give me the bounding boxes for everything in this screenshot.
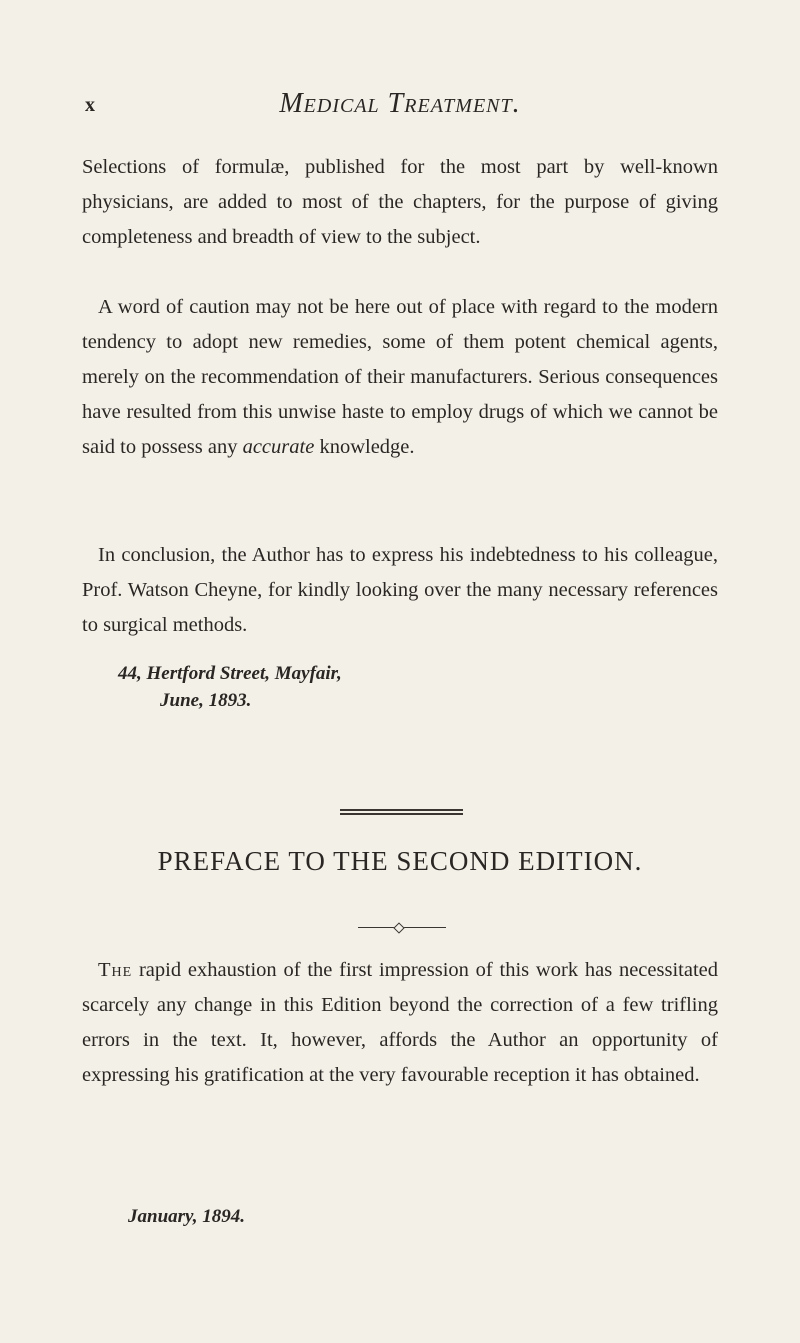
- diamond-icon: [393, 922, 404, 933]
- page-header: [0, 88, 800, 122]
- paragraph-text: In conclusion, the Author has to express his indebtedness to his colleague, Prof. Watson Cheyne, for kindly looking over the many necessary references to surgical methods.: [82, 544, 718, 636]
- preface-heading: PREFACE TO THE SECOND EDITION.: [157, 846, 643, 876]
- paragraph-text-after: knowledge.: [314, 436, 415, 458]
- running-head: Medical Treatment.: [279, 88, 521, 119]
- emphasis-accurate: accurate: [242, 436, 315, 458]
- page-number: x: [85, 94, 95, 116]
- preface-first-word: The: [98, 959, 133, 981]
- preface-date: January, 1894.: [128, 1206, 246, 1227]
- ornament-divider: [358, 924, 446, 930]
- preface-text: rapid exhaustion of the first impression of this work has necessitated scarcely any change in this Edition beyond the correction of a few trifling errors in the text. It, however, affords the Author an opportunity of expressing his gratification at the very favourable reception it has obtained.: [82, 959, 718, 1086]
- signature-block: [118, 660, 342, 714]
- paragraph-formulae: [82, 150, 718, 255]
- section-divider: [340, 809, 463, 817]
- preface-paragraph: [82, 953, 718, 1093]
- paragraph-text: Selections of formulæ, published for the most part by well-known physicians, are added to most of the chapters, for the purpose of giving completeness and breadth of view to the subject.: [82, 156, 718, 248]
- signature-address: 44, Hertford Street, Mayfair,: [118, 663, 342, 684]
- paragraph-text-before: A word of caution may not be here out of place with regard to the modern tendency to adopt new remedies, some of them potent chemical agents, merely on the recommendation of their manufacturers. Serious consequences have resulted from this unwise haste to employ drugs of which we cannot be said to possess any: [82, 296, 718, 458]
- paragraph-text: [82, 290, 718, 465]
- paragraph-caution: [82, 290, 718, 465]
- signature-date: June, 1893.: [160, 690, 252, 711]
- paragraph-acknowledgement: [82, 538, 718, 643]
